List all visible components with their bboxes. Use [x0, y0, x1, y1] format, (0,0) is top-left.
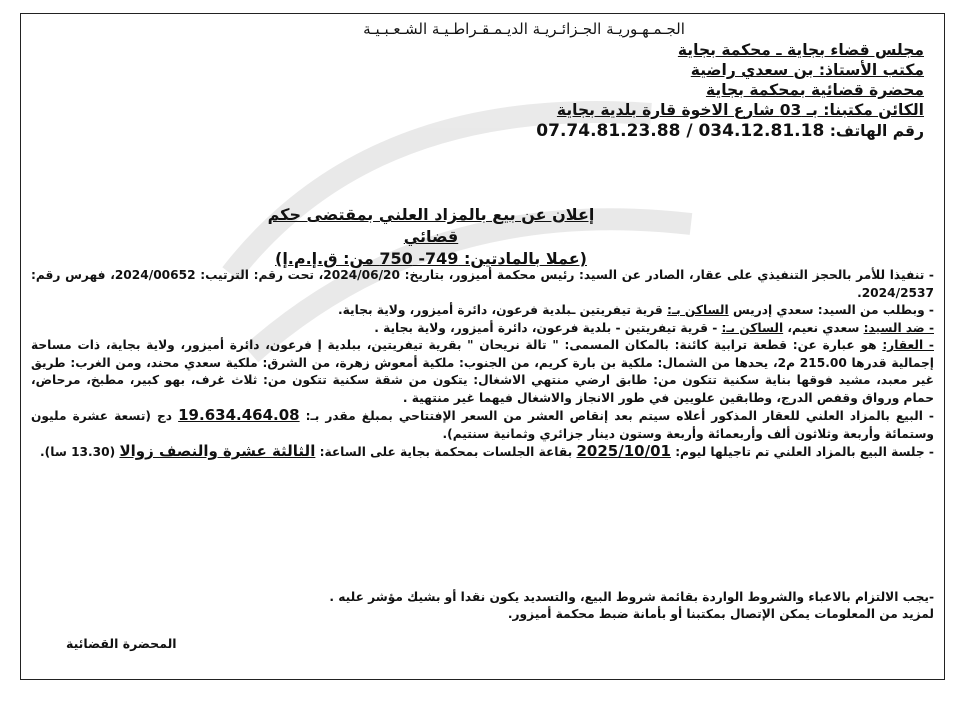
paragraph-defendant: - ضد السيد: سعدي نعيم، الساكن بـ: - قرية تيفريتين - بلدية فرعون، دائرة أميزور، ولاية بجاية . — [374, 320, 934, 335]
office-name: مكتب الأستاذ: بن سعدي راضية — [690, 61, 924, 79]
paragraph-session: - جلسة البيع بالمزاد العلني تم تاجيلها ليوم: 2025/10/01 بقاعة الجلسات بمحكمة بجاية على الساعة: الثالثة عشرة والنصف زوالا (13.30 سا). — [40, 442, 934, 460]
phone-line — [224, 120, 924, 142]
session-date: 2025/10/01 — [576, 442, 671, 460]
paragraph-requester: - وبطلب من السيد: سعدي إدريس الساكن بـ: قرية تيفريتين ـبلدية فرعون، دائرة أميزور، ولاية بجاية. — [338, 303, 934, 317]
court-name: مجلس قضاء بجاية ـ محكمة بجاية — [677, 41, 924, 59]
document-frame — [20, 13, 945, 680]
notice-title-line2: (عملا بالمادتين: 749- 750 من: ق.إ.م.إ) — [275, 249, 587, 268]
closing-contact: لمزيد من المعلومات يمكن الإتصال بمكتبنا أو بأمانة ضبط محكمة أميزور. — [507, 607, 934, 621]
phone-label: رقم الهاتف: — [829, 122, 924, 140]
notice-body — [31, 267, 934, 462]
notice-title — [241, 204, 621, 270]
paragraph-property: - العقار: هو عبارة عن: قطعة ترابية كائنة: بالمكان المسمى: " تالة نريحان " بقرية تيفريتين، ببلدية إ فرعون، دائرة أميزور، ولاية بجاية، ذات مساحة إجمالية قدرها 215.00 م2، يحدها من الشمال: ملكية بن بارة كريم، من الجنوب: ملكية أمعوش زهرة، من الشرق: ملكية سعدي محند، ومن الغرب: طريق غير معبد، مشيد فوقها بناية سكنية تتكون من: طابق ارضي منتهي الاشغال: يتكون من شقة سكنية تتكون من: ثلاث غرف، بهو كبير، مطبخ، مرحاض، حمام ورواق وقفص الدرج، وطابقين علويين في طور الانجاز والاشغال فيهما غير منتهية . — [31, 338, 934, 405]
office-address: الكائن مكتبنا: بـ 03 شارع الاخوة قارة بلدية بجاية — [556, 101, 924, 119]
session-time: الثالثة عشرة والنصف زوالا — [119, 442, 316, 460]
notice-closing — [31, 589, 934, 623]
paragraph-order: - تنفيذا للأمر بالحجز التنفيذي على عقار، الصادر عن السيد: رئيس محكمة أميزور، بتاريخ: 2024/06/20، تحت رقم: الترتيب: 2024/00652، فهرس رقم: 2024/2537. — [31, 268, 934, 300]
bailiff-title: محضرة قضائية بمحكمة بجاية — [705, 81, 924, 99]
closing-obligations: -يجب الالتزام بالاعباء والشروط الواردة بقائمة شروط البيع، والتسديد يكون نقدا أو بشيك مؤشر عليه . — [329, 590, 934, 604]
paragraph-price: - البيع بالمزاد العلني للعقار المذكور أعلاه سيتم بعد إنقاص العشر من السعر الإفتتاحي بمبلغ مقدر بـ: 19.634.464.08 دج (تسعة عشرة مليون وستمائة وأربعة وثلاثون ألف وأربعمائة وأربعة وستون دينار جزائري وثمانية سنتيم). — [31, 406, 934, 441]
price-amount: 19.634.464.08 — [178, 406, 300, 424]
signature-line: المحضرة القضائية — [66, 636, 177, 651]
phone-value: 07.74.81.23.88 / 034.12.81.18 — [536, 121, 825, 141]
notice-title-line1: إعلان عن بيع بالمزاد العلني بمقتضى حكم قضائي — [267, 205, 595, 246]
letterhead — [224, 20, 924, 142]
republic-title: الجـمـهـوريـة الجـزائـريـة الديـمـقـراطـيـة الشـعـبـيـة — [363, 20, 685, 38]
